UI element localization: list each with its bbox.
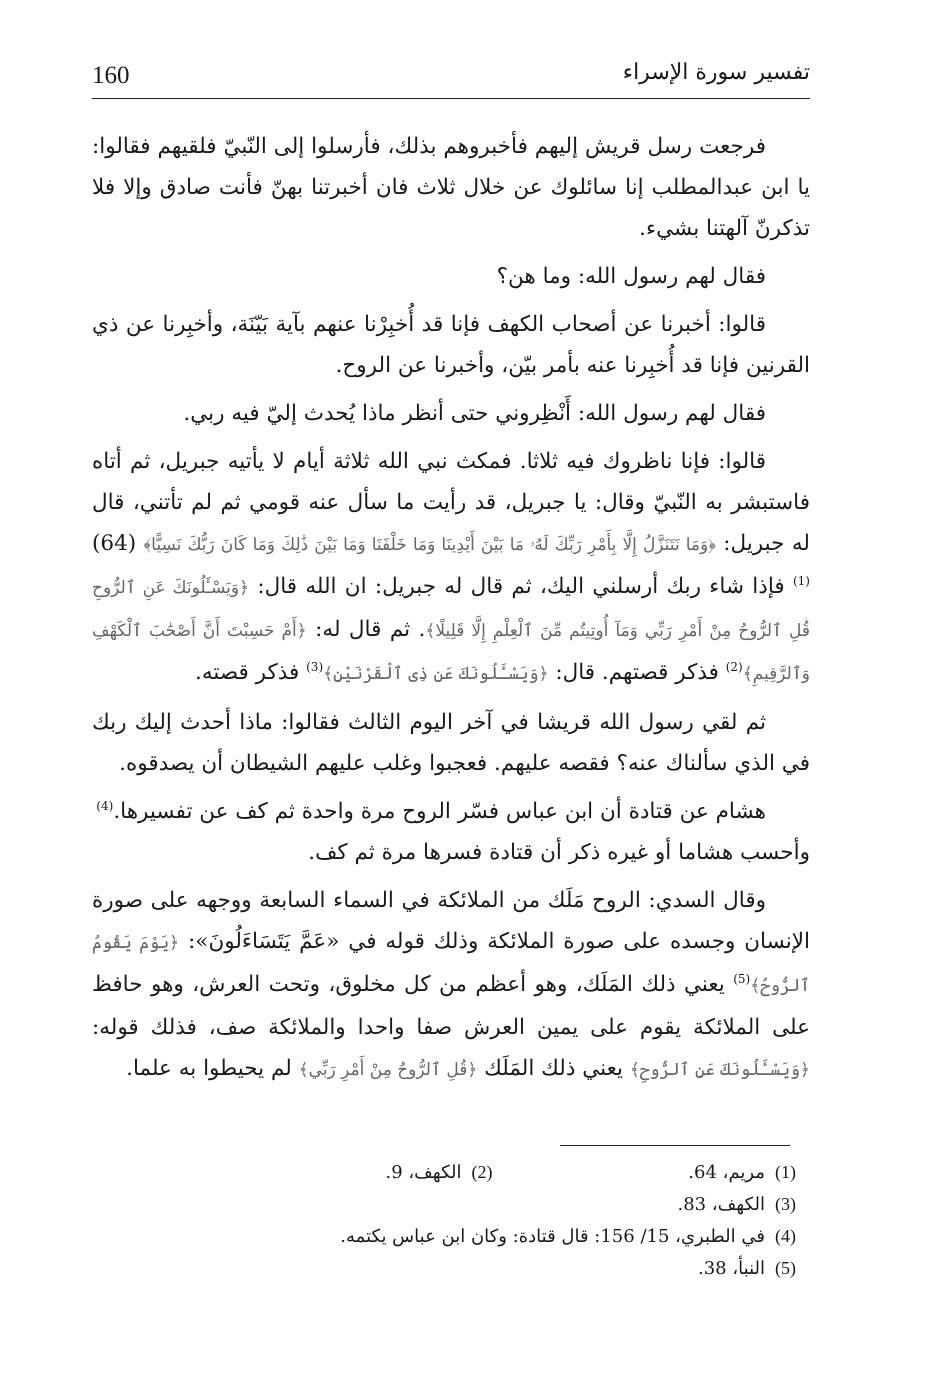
footnote-number: (5)	[775, 1258, 796, 1278]
page-number: 160	[92, 62, 130, 89]
page-header	[92, 58, 810, 96]
footnote-5	[92, 1252, 810, 1284]
text-span: قالوا: فإنا ناظروك فيه ثلاثا. فمكث نبي الله ثلاثة أيام لا يأتيه جبريل، ثم أتاه فاستبشر به النّبيّ وقال: يا جبريل، قد رأيت ما سأل عنه قومي ثم لم تأتني، قال له جبريل:	[92, 449, 810, 556]
footnote-ref-5[interactable]: (5)	[733, 971, 751, 986]
text-span: فذكر قصته.	[194, 660, 300, 685]
footnote-ref-2[interactable]: (2)	[725, 659, 743, 674]
text-span: فإذا شاء ربك أرسلني اليك، ثم قال له جبريل: ان الله قال:	[257, 574, 785, 599]
footnote-number: (4)	[775, 1226, 796, 1246]
text-span: . ثم قال له:	[315, 617, 426, 642]
footnote-text: الكهف، 83.	[677, 1194, 765, 1215]
paragraph-7	[92, 791, 810, 873]
footnote-rule	[560, 1145, 790, 1146]
footnote-ref-1[interactable]: (1)	[792, 573, 810, 588]
quran-verse: ﴿وَمَا نَتَنَزَّلُ إِلَّا بِأَمْرِ رَبِّكَ لَهُۥ مَا بَيْنَ أَيْدِينَا وَمَا خَلْفَنَا وَمَا بَيْنَ ذَٰلِكَ وَمَا كَانَ رَبُّكَ نَسِيًّا﴾	[143, 535, 716, 555]
text-span: يعني ذلك المَلَك، وهو أعظم من كل مخلوق، وتحت العرش، وهو حافظ على الملائكة يقوم على يمين العرش صفا واحدا والملائكة صف، فذلك قوله:	[92, 972, 810, 1040]
footnote-4	[92, 1220, 810, 1252]
footnote-row	[92, 1156, 810, 1188]
quran-verse: ﴿يَوْمَ يَقُومُ ٱلرُّوحُ﴾	[92, 933, 810, 996]
paragraph-4: فقال لهم رسول الله: أَنْظِروني حتى أنظر ماذا يُحدث إليّ فيه ربي.	[183, 401, 766, 426]
running-title: تفسير سورة الإسراء	[622, 60, 810, 85]
text-span: فذكر قصتهم. قال:	[555, 660, 719, 685]
text-span: وقال السدي: الروح مَلَك من الملائكة في السماء السابعة ووجهه على صورة الإنسان وجسده على صورة الملائكة وذلك قوله في «عَمَّ يَتَسَاءَلُونَ»:	[92, 888, 811, 954]
footnote-text: في الطبري، 15/ 156: قال قتادة: وكان ابن عباس يكتمه.	[340, 1226, 765, 1247]
text-span: يعني ذلك المَلَك	[484, 1056, 623, 1081]
quran-verse: ﴿وَيَسْـَٔلُونَكَ عَنِ ٱلرُّوحِ﴾	[629, 1060, 810, 1080]
quran-verse: ﴿قُلِ ٱلرُّوحُ مِنْ أَمْرِ رَبِّي﴾	[298, 1060, 478, 1080]
footnote-ref-4[interactable]: (4)	[96, 798, 114, 813]
paragraph-2: فقال لهم رسول الله: وما هن؟	[496, 264, 766, 289]
paragraph-8	[92, 880, 810, 1091]
footnotes	[92, 1156, 810, 1284]
verse-number: (64)	[92, 531, 137, 556]
footnote-text: الكهف، 9.	[385, 1162, 462, 1183]
paragraph-1: فرجعت رسل قريش إليهم فأخبروهم بذلك، فأرسلوا إلى النّبيّ فلقيهم فقالوا: يا ابن عبدالمطلب إنا سائلوك عن خلال ثلاث فان أخبرتنا بهنّ فأنت صادق وإلا فلا تذكرنّ آلهتنا بشيء.	[92, 134, 810, 241]
footnote-ref-3[interactable]: (3)	[306, 659, 324, 674]
body-text	[92, 126, 810, 1098]
text-span: وأحسب هشاما أو غيره ذكر أن قتادة فسرها مرة ثم كف.	[308, 840, 810, 865]
footnote-number: (3)	[775, 1194, 796, 1214]
footnote-number: (2)	[471, 1162, 493, 1182]
footnote-2	[385, 1156, 492, 1189]
text-span: هشام عن قتادة أن ابن عباس فسّر الروح مرة واحدة ثم كف عن تفسيرها.	[113, 799, 766, 824]
paragraph-3: قالوا: أخبرنا عن أصحاب الكهف فإنا قد أُخبِرْنا عنهم بآية بَيّنَة، وأخبِرنا عن ذي القرنين فإنا قد أُخبِرنا عنه بأمر بيّن، وأخبرنا عن الروح.	[92, 312, 810, 378]
quran-verse: ﴿وَيَسْـَٔلُونَكَ عَن ذِى ٱلْقَرْنَيْنِ﴾	[323, 664, 549, 684]
footnote-text: النبأ، 38.	[697, 1258, 765, 1279]
footnote-1	[688, 1156, 796, 1189]
quran-verse: ﴿وَيَسْـَٔلُونَكَ عَنِ ٱلرُّوحِ قُلِ ٱلرُّوحُ مِنْ أَمْرِ رَبِّي وَمَآ أُوتِيتُم مِّنَ ٱلْعِلْمِ إِلَّا قَلِيلًا﴾	[92, 578, 810, 641]
paragraph-5	[92, 441, 810, 695]
paragraph-6: ثم لقي رسول الله قريشا في آخر اليوم الثالث فقالوا: ماذا أحدث إليك ربك في الذي سألناك عنه؟ فقصه عليهم. فعجبوا وغلب عليهم الشيطان أن يصدقوه.	[92, 710, 810, 776]
footnote-3	[92, 1188, 810, 1220]
quran-verse: ﴿أَمْ حَسِبْتَ أَنَّ أَصْحَٰبَ ٱلْكَهْفِ وَٱلرَّقِيمِ﴾	[92, 621, 810, 684]
header-rule	[92, 98, 810, 99]
footnote-number: (1)	[775, 1162, 796, 1182]
footnote-text: مريم، 64.	[688, 1162, 765, 1183]
text-span: لم يحيطوا به علما.	[126, 1056, 292, 1081]
